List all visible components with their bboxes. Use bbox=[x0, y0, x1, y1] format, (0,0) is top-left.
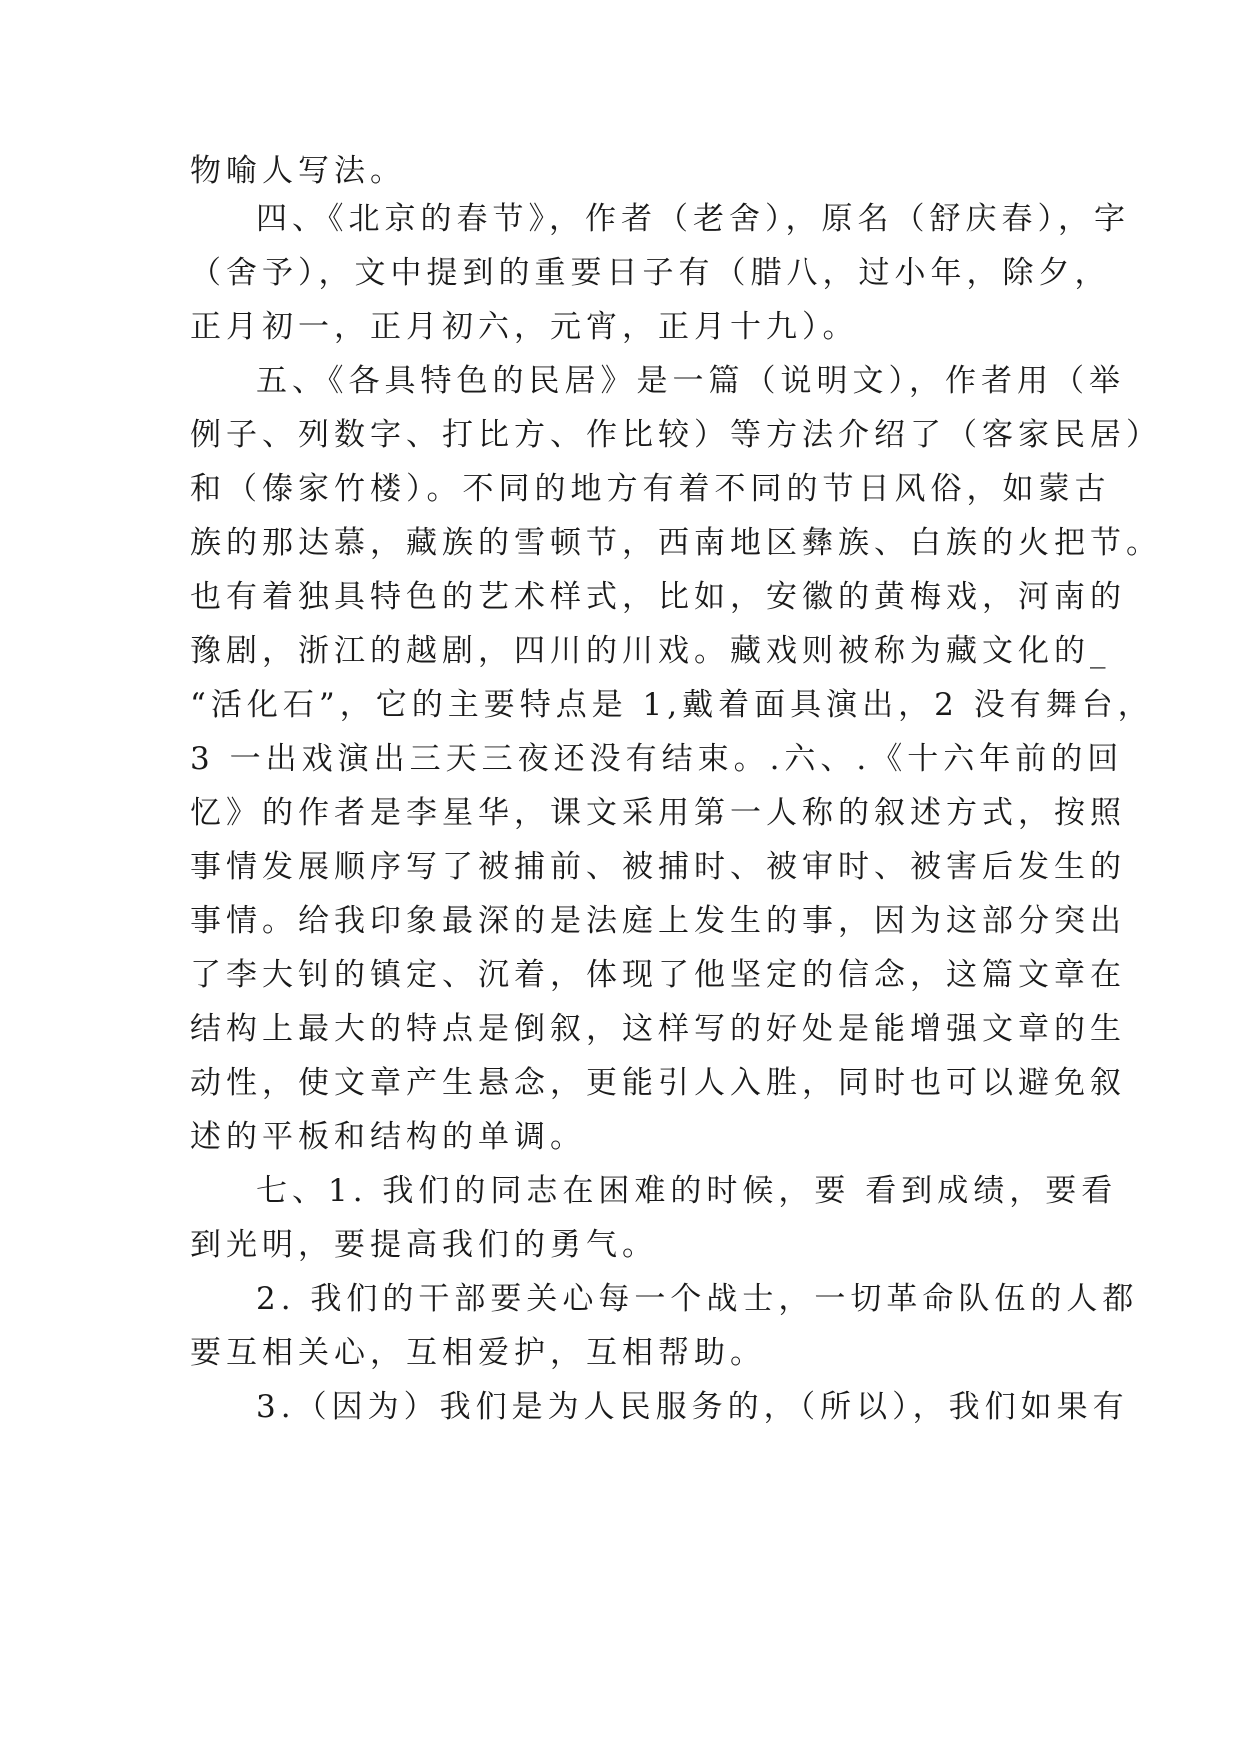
text-line: 事情。给我印象最深的是法庭上发生的事，因为这部分突出 bbox=[190, 903, 1126, 939]
text-line: 正月初一，正月初六，元宵，正月十九）。 bbox=[190, 309, 859, 345]
text-line: 四、《北京的春节》，作者（老舍），原名（舒庆春），字 bbox=[256, 201, 1130, 237]
text-line: 例子、列数字、打比方、作比较）等方法介绍了（客家民居） bbox=[190, 417, 1162, 453]
text-line: 物喻人写法。 bbox=[190, 153, 406, 189]
text-line: 结构上最大的特点是倒叙，这样写的好处是能增强文章的生 bbox=[190, 1011, 1126, 1047]
text-line: 要互相关心，互相爱护，互相帮助。 bbox=[190, 1335, 766, 1371]
text-line: 到光明，要提高我们的勇气。 bbox=[190, 1227, 658, 1263]
text-line: 七、1. 我们的同志在困难的时候，要 看到成绩，要看 bbox=[256, 1173, 1118, 1209]
text-line: “活化石”，它的主要特点是 1,戴着面具演出，2 没有舞台， bbox=[190, 687, 1154, 723]
text-line: 述的平板和结构的单调。 bbox=[190, 1119, 586, 1155]
text-line: 忆》的作者是李星华，课文采用第一人称的叙述方式，按照 bbox=[190, 795, 1126, 831]
text-line: 族的那达慕，藏族的雪顿节，西南地区彝族、白族的火把节。 bbox=[190, 525, 1162, 561]
text-line: 事情发展顺序写了被捕前、被捕时、被审时、被害后发生的 bbox=[190, 849, 1126, 885]
text-line: 动性，使文章产生悬念，更能引人入胜，同时也可以避免叙 bbox=[190, 1065, 1126, 1101]
text-line: 2. 我们的干部要关心每一个战士，一切革命队伍的人都 bbox=[256, 1281, 1139, 1317]
text-line: 也有着独具特色的艺术样式，比如，安徽的黄梅戏，河南的 bbox=[190, 579, 1126, 615]
text-line: 3.（因为）我们是为人民服务的，（所以），我们如果有 bbox=[256, 1389, 1129, 1425]
text-line: 3 一出戏演出三天三夜还没有结束。.六、.《十六年前的回 bbox=[190, 741, 1124, 777]
text-line: （舍予），文中提到的重要日子有（腊八，过小年，除夕， bbox=[190, 255, 1111, 291]
text-line: 和（傣家竹楼）。不同的地方有着不同的节日风俗，如蒙古 bbox=[190, 471, 1111, 507]
text-line: 了李大钊的镇定、沉着，体现了他坚定的信念，这篇文章在 bbox=[190, 957, 1126, 993]
text-line: 豫剧，浙江的越剧，四川的川戏。藏戏则被称为藏文化的_ bbox=[190, 633, 1111, 669]
text-line: 五、《各具特色的民居》是一篇（说明文），作者用（举 bbox=[256, 363, 1125, 399]
